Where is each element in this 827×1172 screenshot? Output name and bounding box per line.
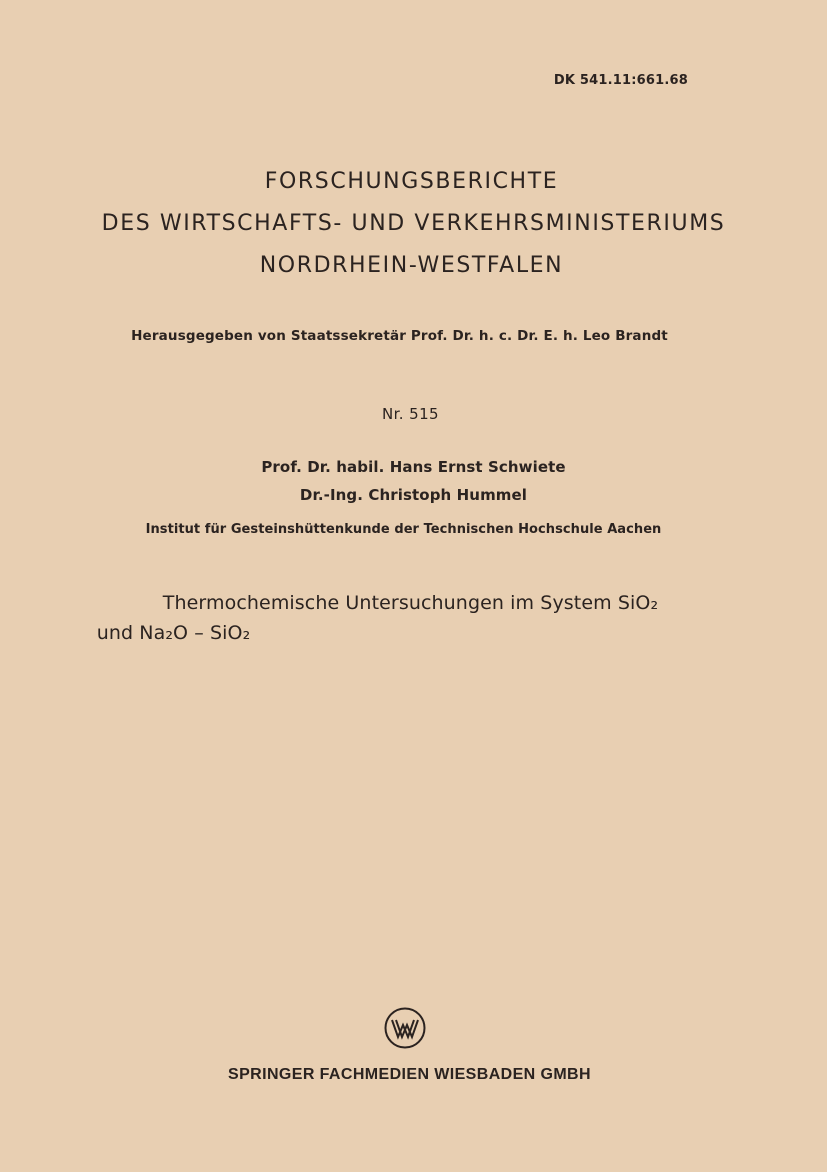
series-title-line-3: NORDRHEIN-WESTFALEN xyxy=(259,253,564,278)
institute-line: Institut für Gesteinshüttenkunde der Technischen Hochschule Aachen xyxy=(145,522,662,537)
publisher-name: SPRINGER FACHMEDIEN WIESBADEN GMBH xyxy=(228,1066,591,1083)
author-2: Dr.-Ing. Christoph Hummel xyxy=(299,486,528,504)
publisher-logo-icon xyxy=(384,1007,426,1049)
classification-code: DK 541.11:661.68 xyxy=(553,73,688,88)
author-1: Prof. Dr. habil. Hans Ernst Schwiete xyxy=(261,458,566,476)
series-number: Nr. 515 xyxy=(382,405,439,423)
series-title-line-2: DES WIRTSCHAFTS- UND VERKEHRSMINISTERIUMS xyxy=(101,211,726,236)
report-title-line-1: Thermochemische Untersuchungen im System SiO₂ xyxy=(162,592,659,614)
editor-line: Herausgegeben von Staatssekretär Prof. Dr. h. c. Dr. E. h. Leo Brandt xyxy=(131,328,668,344)
series-title-line-1: FORSCHUNGSBERICHTE xyxy=(264,169,559,194)
report-title-line-2: und Na₂O – SiO₂ xyxy=(96,622,251,644)
